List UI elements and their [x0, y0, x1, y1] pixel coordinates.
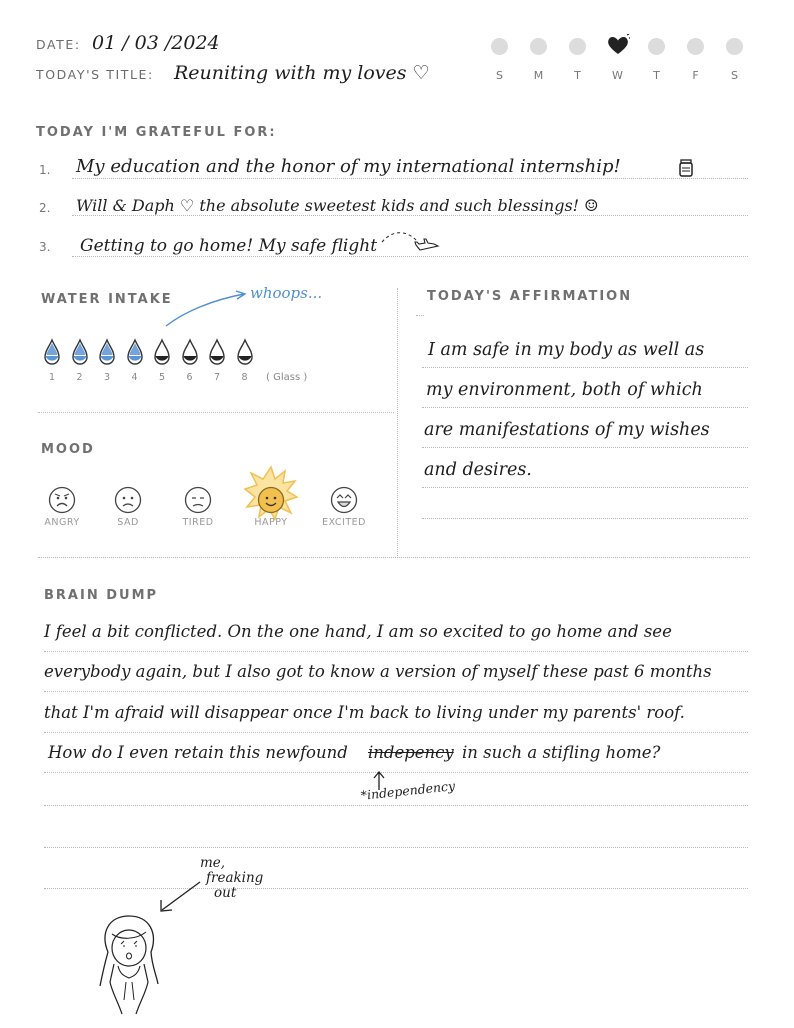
water-drop-label: 1	[48, 372, 56, 383]
affirmation-line[interactable]: my environment, both of which	[426, 380, 703, 400]
arrow-annotation-icon	[164, 290, 250, 335]
line-divider	[422, 487, 748, 488]
grateful-item-3[interactable]: Getting to go home! My safe flight	[80, 236, 378, 256]
water-drop-label: 2	[76, 372, 83, 383]
affirmation-line[interactable]: and desires.	[424, 460, 532, 480]
mood-option-sad[interactable]	[98, 486, 158, 528]
correction-note: *independency	[360, 778, 456, 803]
mood-label: ANGRY	[44, 517, 80, 528]
line-divider	[416, 315, 424, 316]
brain-dump-line[interactable]: everybody again, but I also got to know a version of myself these past 6 months	[44, 662, 712, 681]
brain-dump-line[interactable]: I feel a bit conflicted. On the one hand, I am so excited to go home and see	[44, 622, 672, 641]
water-drop-label: 4	[131, 372, 138, 383]
mood-option-angry[interactable]	[32, 486, 92, 528]
day-dot-thu[interactable]	[648, 38, 665, 55]
day-label: T	[653, 69, 660, 82]
day-dot-sat[interactable]	[726, 38, 743, 55]
jar-icon	[676, 158, 696, 183]
excited-face-icon	[330, 486, 358, 514]
line-divider	[44, 847, 748, 848]
water-drop-icon[interactable]	[152, 338, 172, 366]
brain-dump-heading: BRAIN DUMP	[44, 588, 159, 603]
brain-dump-line[interactable]: that I'm afraid will disappear once I'm back to living under my parents' roof.	[44, 703, 685, 722]
water-drop-icon[interactable]	[97, 338, 117, 366]
day-dot-mon[interactable]	[530, 38, 547, 55]
airplane-icon	[380, 228, 444, 263]
mood-label: SAD	[117, 517, 139, 528]
line-divider	[72, 215, 748, 216]
water-drop-label: 8	[241, 372, 248, 383]
heart-icon[interactable]	[606, 34, 630, 61]
doodle-caption-line: me,	[200, 855, 226, 871]
water-unit-label: ( Glass )	[266, 372, 308, 383]
water-drop-icon[interactable]	[235, 338, 255, 366]
mood-label: HAPPY	[254, 517, 288, 528]
water-drop-label: 7	[213, 372, 221, 383]
line-divider	[422, 367, 748, 368]
mood-option-happy[interactable]	[241, 486, 301, 528]
grateful-item-1[interactable]: My education and the honor of my international internship!	[76, 156, 621, 177]
line-divider	[44, 888, 748, 889]
tired-face-icon	[184, 486, 212, 514]
brain-dump-line[interactable]: How do I even retain this newfound	[48, 743, 348, 762]
water-drop-icon[interactable]	[125, 338, 145, 366]
angry-face-icon	[48, 486, 76, 514]
line-divider	[44, 651, 748, 652]
affirmation-heading: TODAY'S AFFIRMATION	[427, 289, 633, 304]
line-divider	[44, 691, 748, 692]
grateful-item-number: 3.	[39, 240, 51, 254]
line-divider	[44, 805, 748, 806]
line-divider	[44, 772, 748, 773]
day-dot-sun[interactable]	[491, 38, 508, 55]
line-divider	[422, 447, 748, 448]
girl-doodle-icon	[96, 912, 162, 1023]
section-divider	[38, 557, 750, 558]
day-dot-tue[interactable]	[569, 38, 586, 55]
grateful-heading: TODAY I'M GRATEFUL FOR:	[36, 125, 277, 140]
line-divider	[72, 256, 748, 257]
day-label: T	[574, 69, 581, 82]
doodle-caption-line: freaking	[206, 870, 264, 886]
line-divider	[72, 178, 748, 179]
water-drop-icon[interactable]	[70, 338, 90, 366]
date-label: DATE:	[36, 37, 81, 52]
line-divider	[44, 732, 748, 733]
mood-label: TIRED	[182, 517, 214, 528]
affirmation-line[interactable]: I am safe in my body as well as	[428, 340, 705, 360]
doodle-caption	[200, 856, 263, 901]
grateful-item-number: 2.	[39, 201, 51, 215]
title-label: TODAY'S TITLE:	[36, 67, 154, 82]
affirmation-line[interactable]: are manifestations of my wishes	[424, 420, 710, 440]
day-label: S	[496, 69, 503, 82]
day-label: S	[731, 69, 738, 82]
sad-face-icon	[114, 486, 142, 514]
mood-option-tired[interactable]	[168, 486, 228, 528]
day-label: F	[692, 69, 699, 82]
grateful-item-number: 1.	[39, 163, 51, 177]
water-drop-label: 5	[158, 372, 166, 383]
brain-dump-line-end[interactable]: in such a stifling home?	[462, 743, 661, 762]
doodle-caption-line: out	[214, 885, 237, 901]
day-dot-fri[interactable]	[687, 38, 704, 55]
date-value[interactable]: 01 / 03 /2024	[92, 32, 220, 54]
mood-heading: MOOD	[41, 442, 95, 457]
grateful-item-2[interactable]: Will & Daph ♡ the absolute sweetest kids and such blessings! ☺	[76, 196, 599, 215]
struck-word: indepency	[368, 743, 454, 762]
water-heading: WATER INTAKE	[41, 292, 173, 307]
water-drop-label: 6	[186, 372, 193, 383]
day-label: W	[612, 69, 623, 82]
water-drop-icon[interactable]	[207, 338, 227, 366]
mood-label: EXCITED	[322, 517, 366, 528]
mood-option-excited[interactable]	[314, 486, 374, 528]
title-value[interactable]: Reuniting with my loves ♡	[174, 62, 430, 84]
happy-face-icon	[257, 486, 285, 514]
water-annotation: whoops...	[250, 284, 323, 302]
arrow-icon	[156, 880, 204, 919]
day-label: M	[533, 69, 544, 82]
water-drop-label: 3	[103, 372, 111, 383]
line-divider	[422, 407, 748, 408]
line-divider	[422, 518, 748, 519]
water-drop-icon[interactable]	[180, 338, 200, 366]
column-divider	[397, 288, 398, 556]
line-divider	[38, 412, 394, 413]
water-drop-icon[interactable]	[42, 338, 62, 366]
